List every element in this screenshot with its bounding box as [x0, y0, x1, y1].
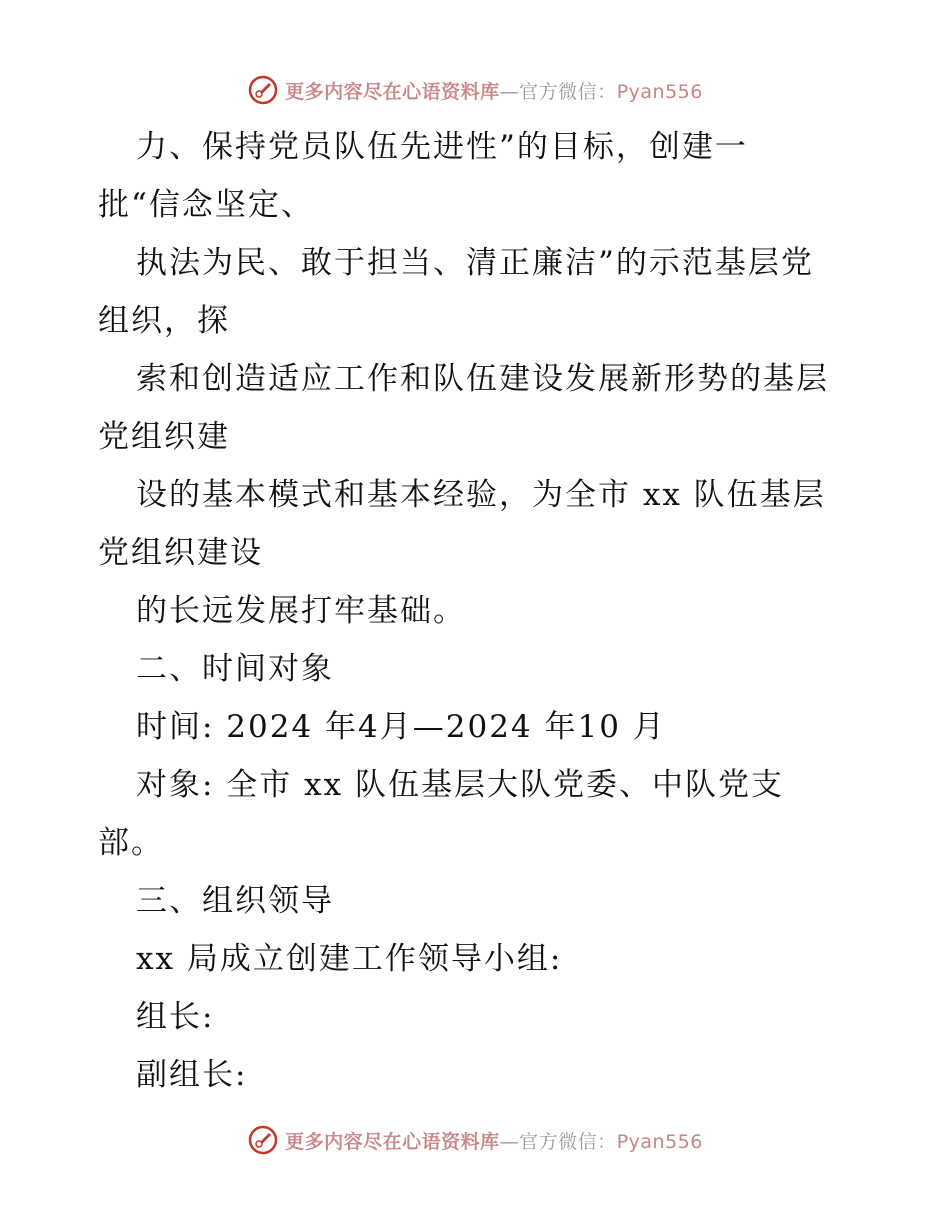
watermark-separator: — [499, 80, 520, 103]
text-line: 执法为民、敢于担当、清正廉洁”的示范基层党 [136, 245, 814, 281]
text-line: 组长: [136, 999, 215, 1035]
text-line: 对象: 全市 xx 队伍基层大队党委、中队党支 [136, 767, 784, 803]
text-line: 时间: 2024 年4月—2024 年10 月 [136, 709, 666, 745]
watermark-wechat-label: 官方微信： [519, 80, 617, 103]
text-line: xx 局成立创建工作领导小组: [136, 941, 563, 977]
document-body [98, 118, 858, 1104]
text-line: 批“信念坚定、 [98, 187, 314, 223]
watermark-wechat-id: Pyan556 [616, 1130, 703, 1153]
footer-watermark [0, 1120, 950, 1160]
watermark-brand: 更多内容尽在心语资料库 [285, 80, 500, 103]
watermark-separator: — [499, 1130, 520, 1153]
text-line: 设的基本模式和基本经验，为全市 xx 队伍基层 [136, 477, 826, 513]
quill-logo-icon [247, 74, 279, 106]
text-line: 三、组织领导 [136, 883, 334, 919]
text-line: 党组织建设 [98, 535, 263, 571]
text-line: 的长远发展打牢基础。 [136, 593, 466, 629]
text-line: 二、时间对象 [136, 651, 334, 687]
quill-logo-icon [247, 1124, 279, 1156]
text-line: 力、保持党员队伍先进性”的目标，创建一 [136, 129, 748, 165]
text-line: 党组织建 [98, 419, 230, 455]
text-line: 副组长: [136, 1057, 248, 1093]
watermark-wechat-label: 官方微信： [519, 1130, 617, 1153]
watermark-text [285, 77, 703, 104]
text-line: 组织，探 [98, 303, 230, 339]
watermark-wechat-id: Pyan556 [616, 80, 703, 103]
text-line: 部。 [98, 825, 164, 861]
watermark-brand: 更多内容尽在心语资料库 [285, 1130, 500, 1153]
watermark-text [285, 1127, 703, 1154]
header-watermark [0, 70, 950, 110]
text-line: 索和创造适应工作和队伍建设发展新形势的基层 [136, 361, 829, 397]
